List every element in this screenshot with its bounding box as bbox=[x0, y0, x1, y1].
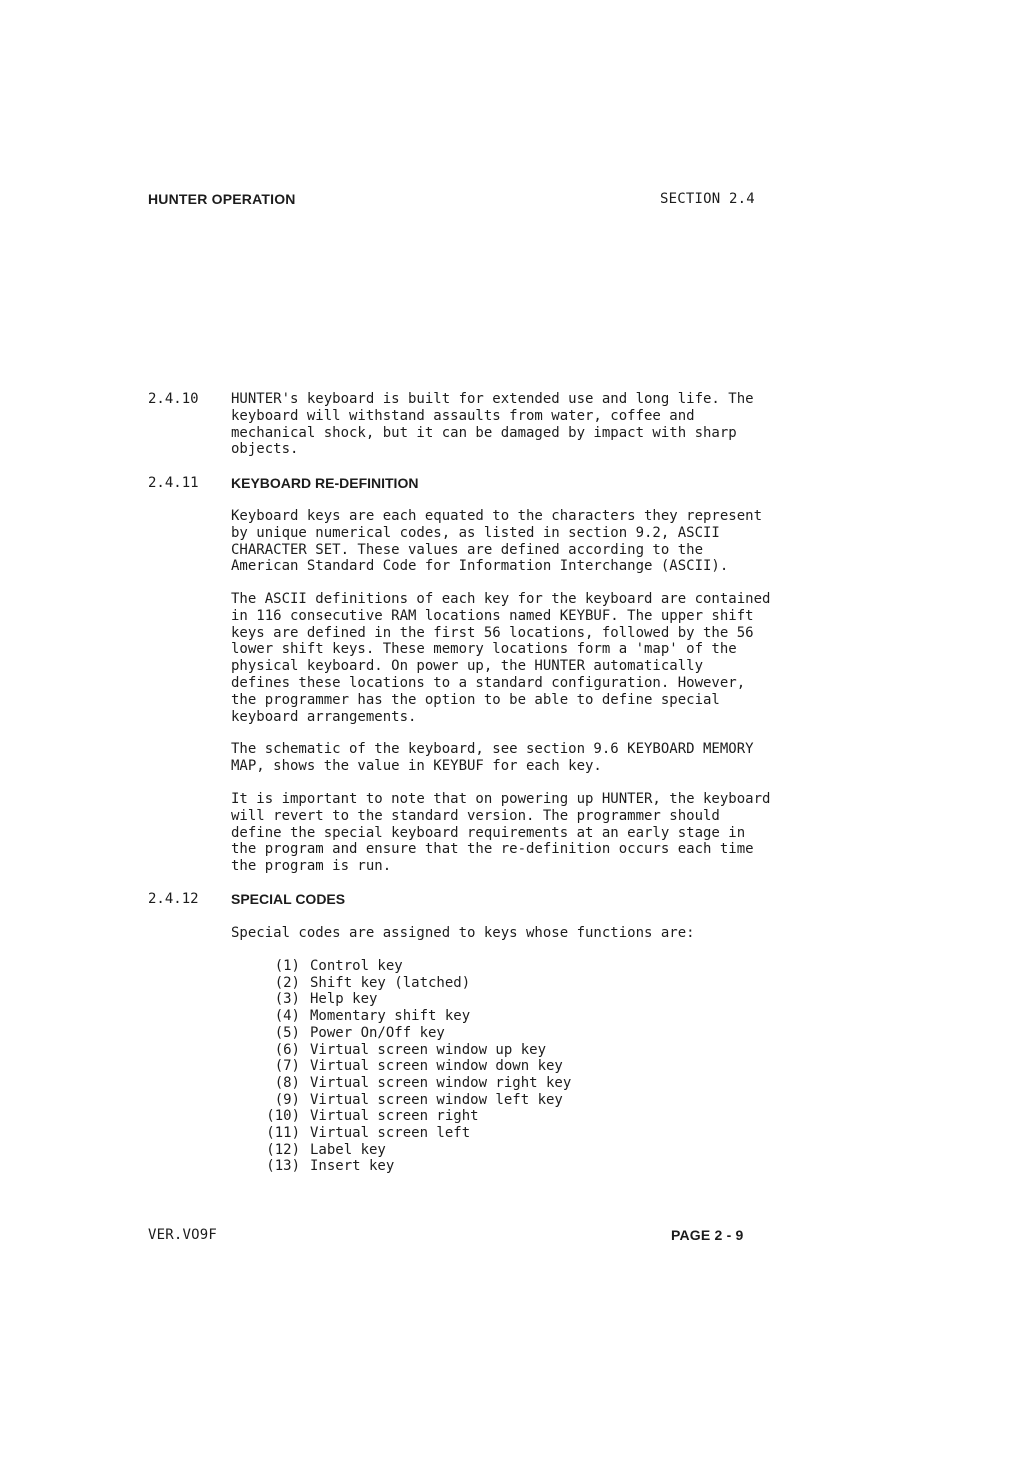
item-number: (6) bbox=[274, 1041, 300, 1058]
item-text: Control key bbox=[310, 958, 403, 974]
item-text: Virtual screen right bbox=[310, 1108, 479, 1125]
list-item bbox=[262, 1025, 571, 1042]
item-number: (13) bbox=[266, 1158, 300, 1175]
text-line: mechanical shock, but it can be damaged by impact with sharp bbox=[231, 424, 737, 441]
text-line: the program is run. bbox=[231, 858, 392, 875]
text-line: by unique numerical codes, as listed in section 9.2, ASCII bbox=[231, 524, 720, 541]
text-line: keys are defined in the first 56 locations, followed by the 56 bbox=[231, 624, 754, 641]
special-codes-intro: Special codes are assigned to keys whose functions are: bbox=[231, 925, 695, 941]
text-line: MAP, shows the value in KEYBUF for each key. bbox=[231, 757, 602, 774]
item-text: Help key bbox=[310, 991, 378, 1008]
item-text: Shift key (latched) bbox=[310, 974, 471, 991]
list-item bbox=[262, 1092, 571, 1109]
header-right: SECTION 2.4 bbox=[660, 191, 755, 207]
item-number: (9) bbox=[274, 1091, 300, 1108]
item-text: Virtual screen window down key bbox=[310, 1058, 563, 1075]
item-number: (4) bbox=[274, 1008, 300, 1025]
text-line: keyboard will withstand assaults from water, coffee and bbox=[231, 407, 695, 424]
redefinition-paragraph-1 bbox=[231, 508, 763, 575]
list-item bbox=[262, 991, 571, 1008]
list-item bbox=[262, 958, 571, 975]
text-line: CHARACTER SET. These values are defined according to the bbox=[231, 541, 704, 558]
item-number: (5) bbox=[274, 1024, 300, 1041]
item-text: Virtual screen window right key bbox=[310, 1074, 572, 1091]
list-item bbox=[262, 1125, 571, 1142]
redefinition-paragraph-2 bbox=[231, 591, 771, 725]
item-text: Virtual screen left bbox=[310, 1125, 471, 1142]
text-line: Keyboard keys are each equated to the characters they represent bbox=[231, 508, 763, 524]
section-number-2-4-12: 2.4.12 bbox=[148, 891, 199, 907]
item-text: Label key bbox=[310, 1141, 386, 1158]
list-item bbox=[262, 1042, 571, 1059]
item-number: (3) bbox=[274, 991, 300, 1008]
item-number: (2) bbox=[274, 974, 300, 991]
item-text: Momentary shift key bbox=[310, 1008, 471, 1025]
text-line: will revert to the standard version. The programmer should bbox=[231, 807, 720, 824]
footer-version: VER.VO9F bbox=[148, 1227, 218, 1243]
text-line: keyboard arrangements. bbox=[231, 708, 417, 725]
text-line: It is important to note that on powering up HUNTER, the keyboard bbox=[231, 791, 771, 807]
item-number: (8) bbox=[274, 1074, 300, 1091]
item-text: Virtual screen window up key bbox=[310, 1041, 547, 1058]
special-codes-list bbox=[262, 958, 571, 1175]
text-line: The schematic of the keyboard, see section 9.6 KEYBOARD MEMORY bbox=[231, 741, 754, 757]
text-line: defines these locations to a standard configuration. However, bbox=[231, 674, 746, 691]
item-number: (7) bbox=[274, 1058, 300, 1075]
text-line: lower shift keys. These memory locations form a 'map' of the bbox=[231, 641, 737, 658]
item-number: (12) bbox=[266, 1141, 300, 1158]
section-title-special-codes: SPECIAL CODES bbox=[231, 891, 346, 907]
text-line: HUNTER's keyboard is built for extended use and long life. The bbox=[231, 391, 754, 407]
list-item bbox=[262, 975, 571, 992]
list-item bbox=[262, 1158, 571, 1175]
header-left: HUNTER OPERATION bbox=[148, 191, 296, 207]
item-number: (1) bbox=[274, 958, 300, 974]
text-line: American Standard Code for Information Interchange (ASCII). bbox=[231, 558, 729, 575]
text-line: physical keyboard. On power up, the HUNTER automatically bbox=[231, 658, 704, 675]
item-text: Virtual screen window left key bbox=[310, 1091, 563, 1108]
section-title-keyboard-redefinition: KEYBOARD RE-DEFINITION bbox=[231, 475, 419, 491]
text-line: the programmer has the option to be able to define special bbox=[231, 691, 720, 708]
section-number-2-4-11: 2.4.11 bbox=[148, 475, 199, 491]
item-number: (10) bbox=[266, 1108, 300, 1125]
list-item bbox=[262, 1108, 571, 1125]
redefinition-paragraph-3 bbox=[231, 741, 754, 775]
list-item bbox=[262, 1075, 571, 1092]
item-text: Insert key bbox=[310, 1158, 395, 1175]
list-item bbox=[262, 1008, 571, 1025]
text-line: the program and ensure that the re-definition occurs each time bbox=[231, 841, 754, 858]
text-line: define the special keyboard requirements at an early stage in bbox=[231, 824, 746, 841]
footer-page-number: PAGE 2 - 9 bbox=[671, 1227, 744, 1243]
text-line: The ASCII definitions of each key for the keyboard are contained bbox=[231, 591, 771, 607]
list-item bbox=[262, 1142, 571, 1159]
item-number: (11) bbox=[266, 1125, 300, 1142]
redefinition-paragraph-4 bbox=[231, 791, 771, 875]
item-text: Power On/Off key bbox=[310, 1024, 445, 1041]
section-number-2-4-10: 2.4.10 bbox=[148, 391, 199, 407]
text-line: in 116 consecutive RAM locations named KEYBUF. The upper shift bbox=[231, 607, 754, 624]
list-item bbox=[262, 1058, 571, 1075]
section-2-4-10-paragraph bbox=[231, 391, 754, 458]
text-line: objects. bbox=[231, 441, 299, 458]
